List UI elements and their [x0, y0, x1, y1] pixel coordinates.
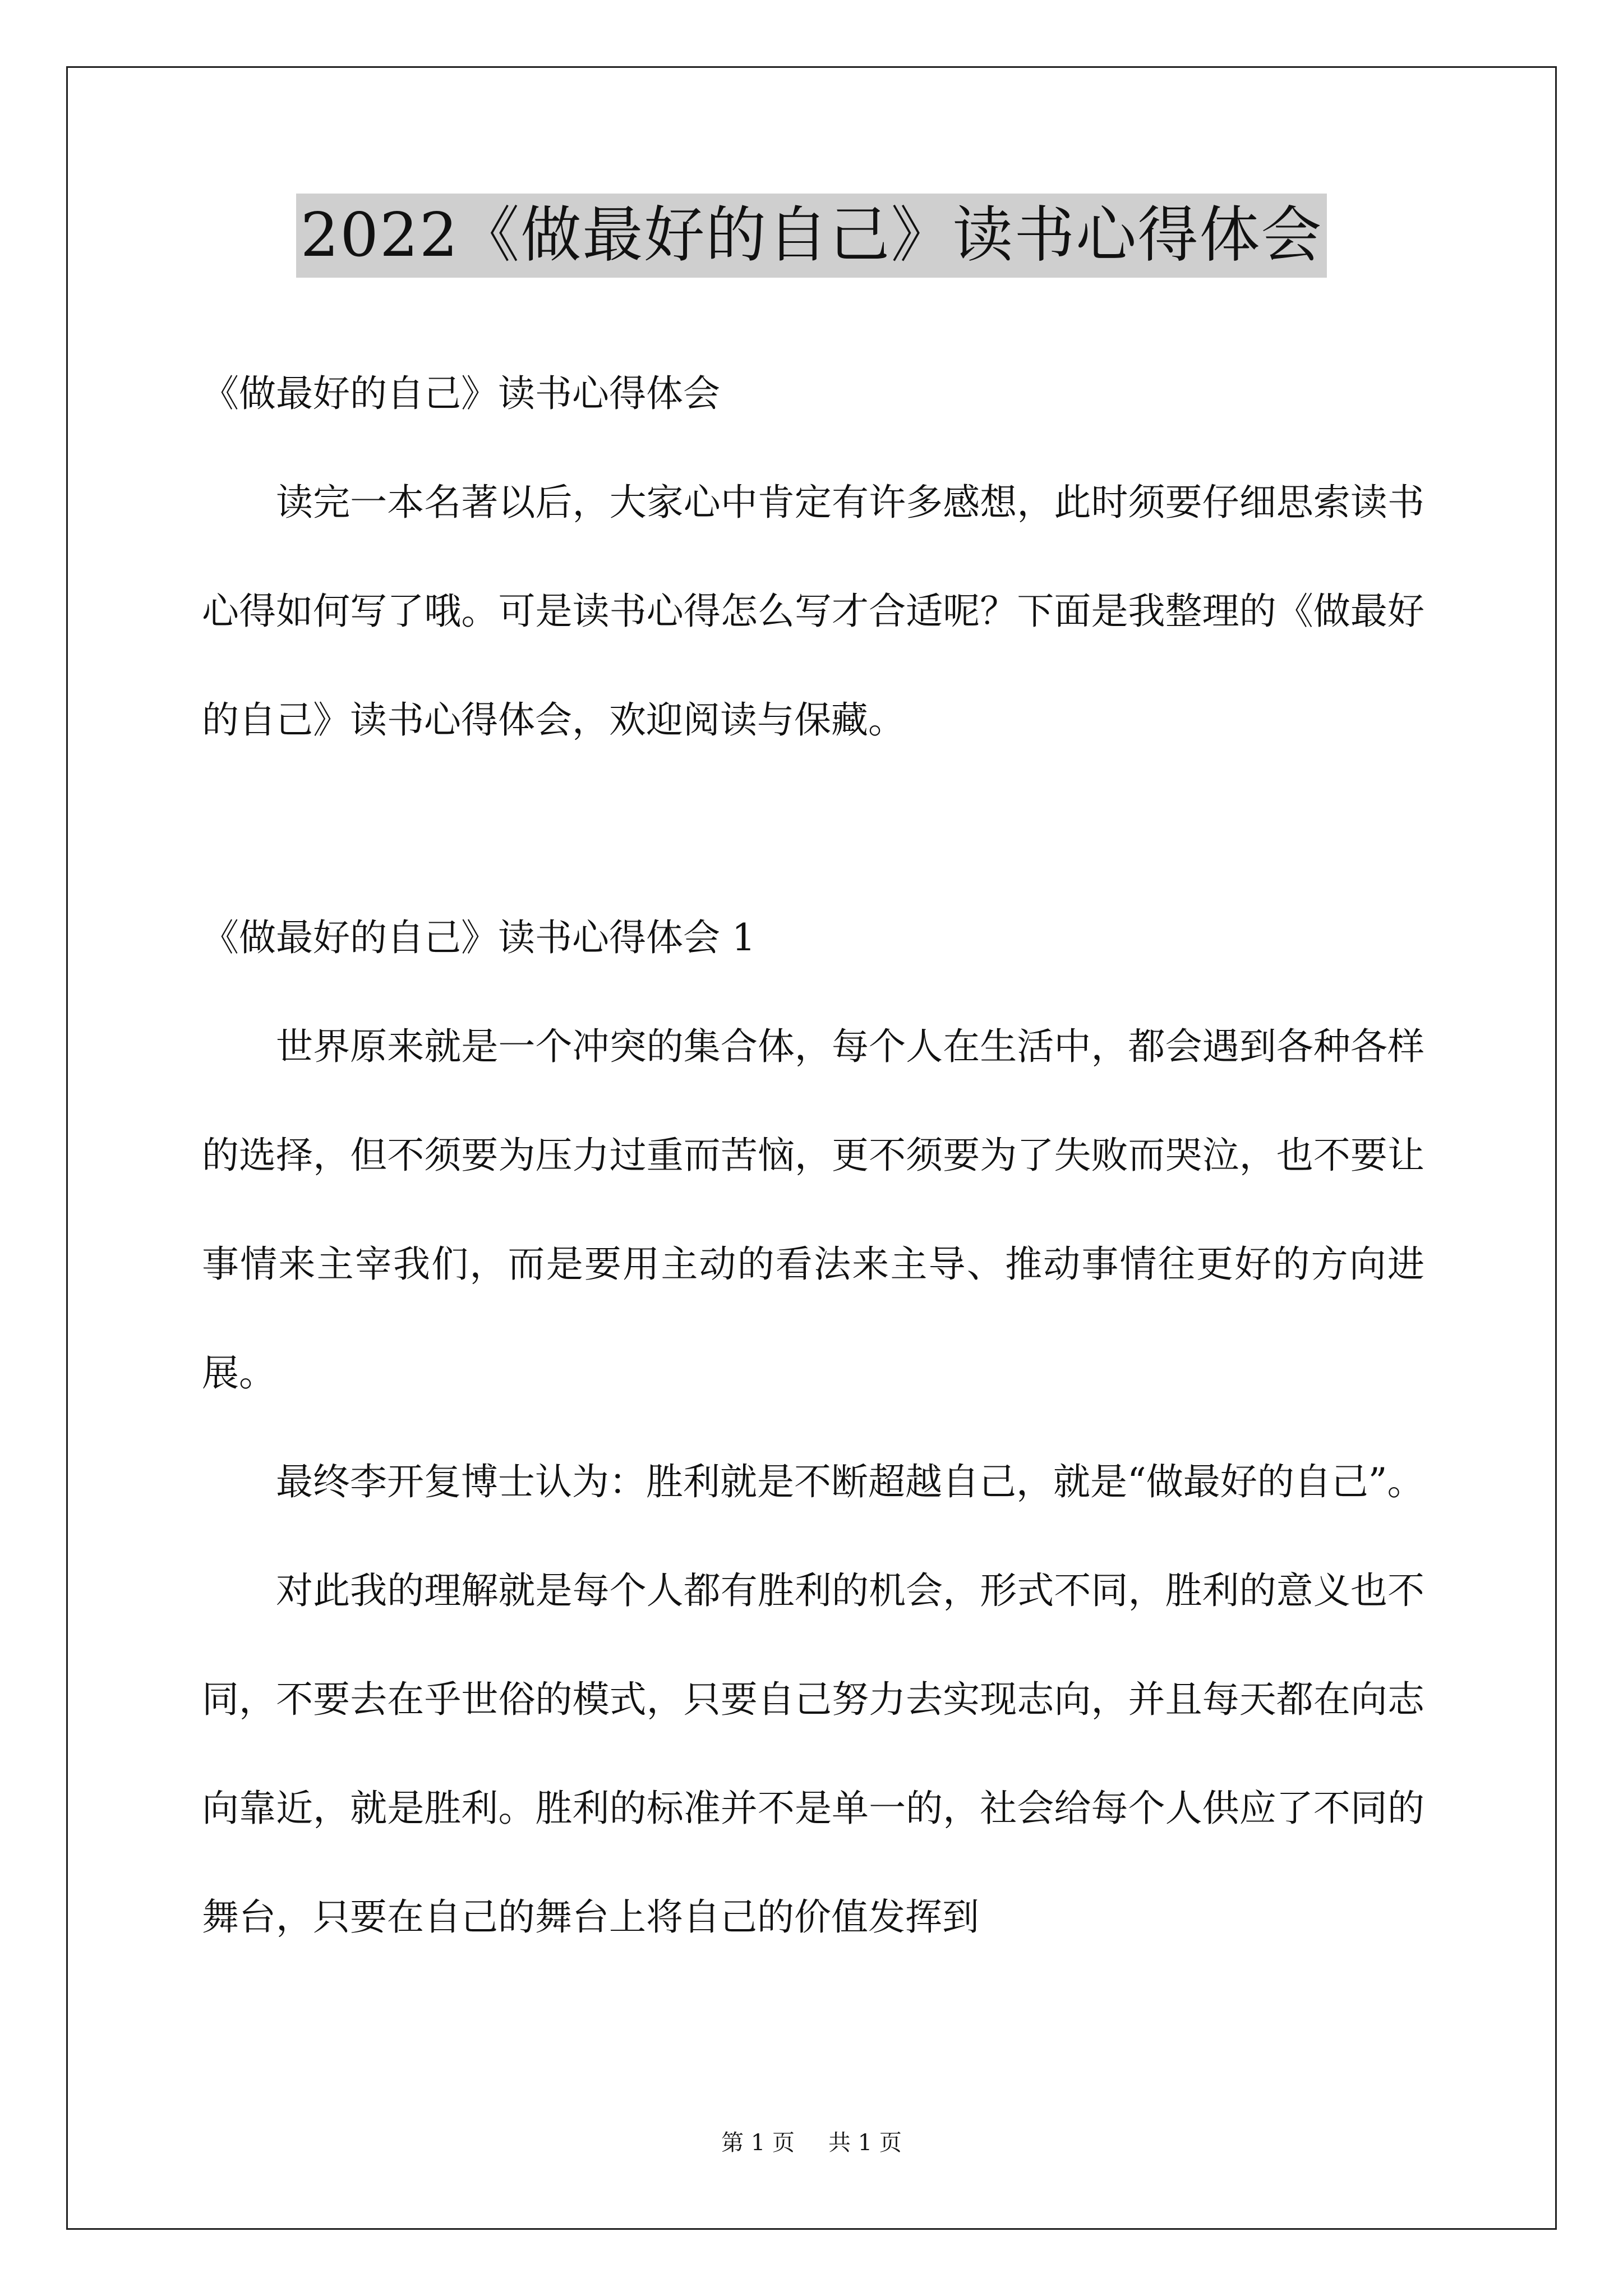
- section-heading: 《做最好的自己》读书心得体会: [202, 372, 720, 415]
- section-heading: 《做最好的自己》读书心得体会 1: [202, 916, 755, 959]
- body-paragraph: 读完一本名著以后，大家心中肯定有许多感想，此时须要仔细思索读书心得如何写了哦。可是读书心得怎么写才合适呢？下面是我整理的《做最好的自己》读书心得体会，欢迎阅读与保藏。: [202, 481, 1424, 742]
- document-title: 2022《做最好的自己》读书心得体会: [296, 194, 1327, 278]
- paragraph-gap: [202, 775, 1424, 884]
- page-count: 共 1 页: [828, 2130, 902, 2156]
- title-wrap: [0, 194, 1623, 278]
- page-number: 第 1 页: [721, 2130, 795, 2156]
- document-body: [202, 339, 1424, 1972]
- page-footer: [0, 2126, 1623, 2160]
- body-paragraph: 最终李开复博士认为：胜利就是不断超越自己，就是“做最好的自己”。: [276, 1460, 1424, 1503]
- body-paragraph: 对此我的理解就是每个人都有胜利的机会，形式不同，胜利的意义也不同，不要去在乎世俗的模式，只要自己努力去实现志向，并且每天都在向志向靠近，就是胜利。胜利的标准并不是单一的，社会给每个人供应了不同的舞台，只要在自己的舞台上将自己的价值发挥到: [202, 1569, 1424, 1939]
- body-paragraph: 世界原来就是一个冲突的集合体，每个人在生活中，都会遇到各种各样的选择，但不须要为压力过重而苦恼，更不须要为了失败而哭泣，也不要让事情来主宰我们，而是要用主动的看法来主导、推动事情往更好的方向进展。: [202, 1025, 1424, 1395]
